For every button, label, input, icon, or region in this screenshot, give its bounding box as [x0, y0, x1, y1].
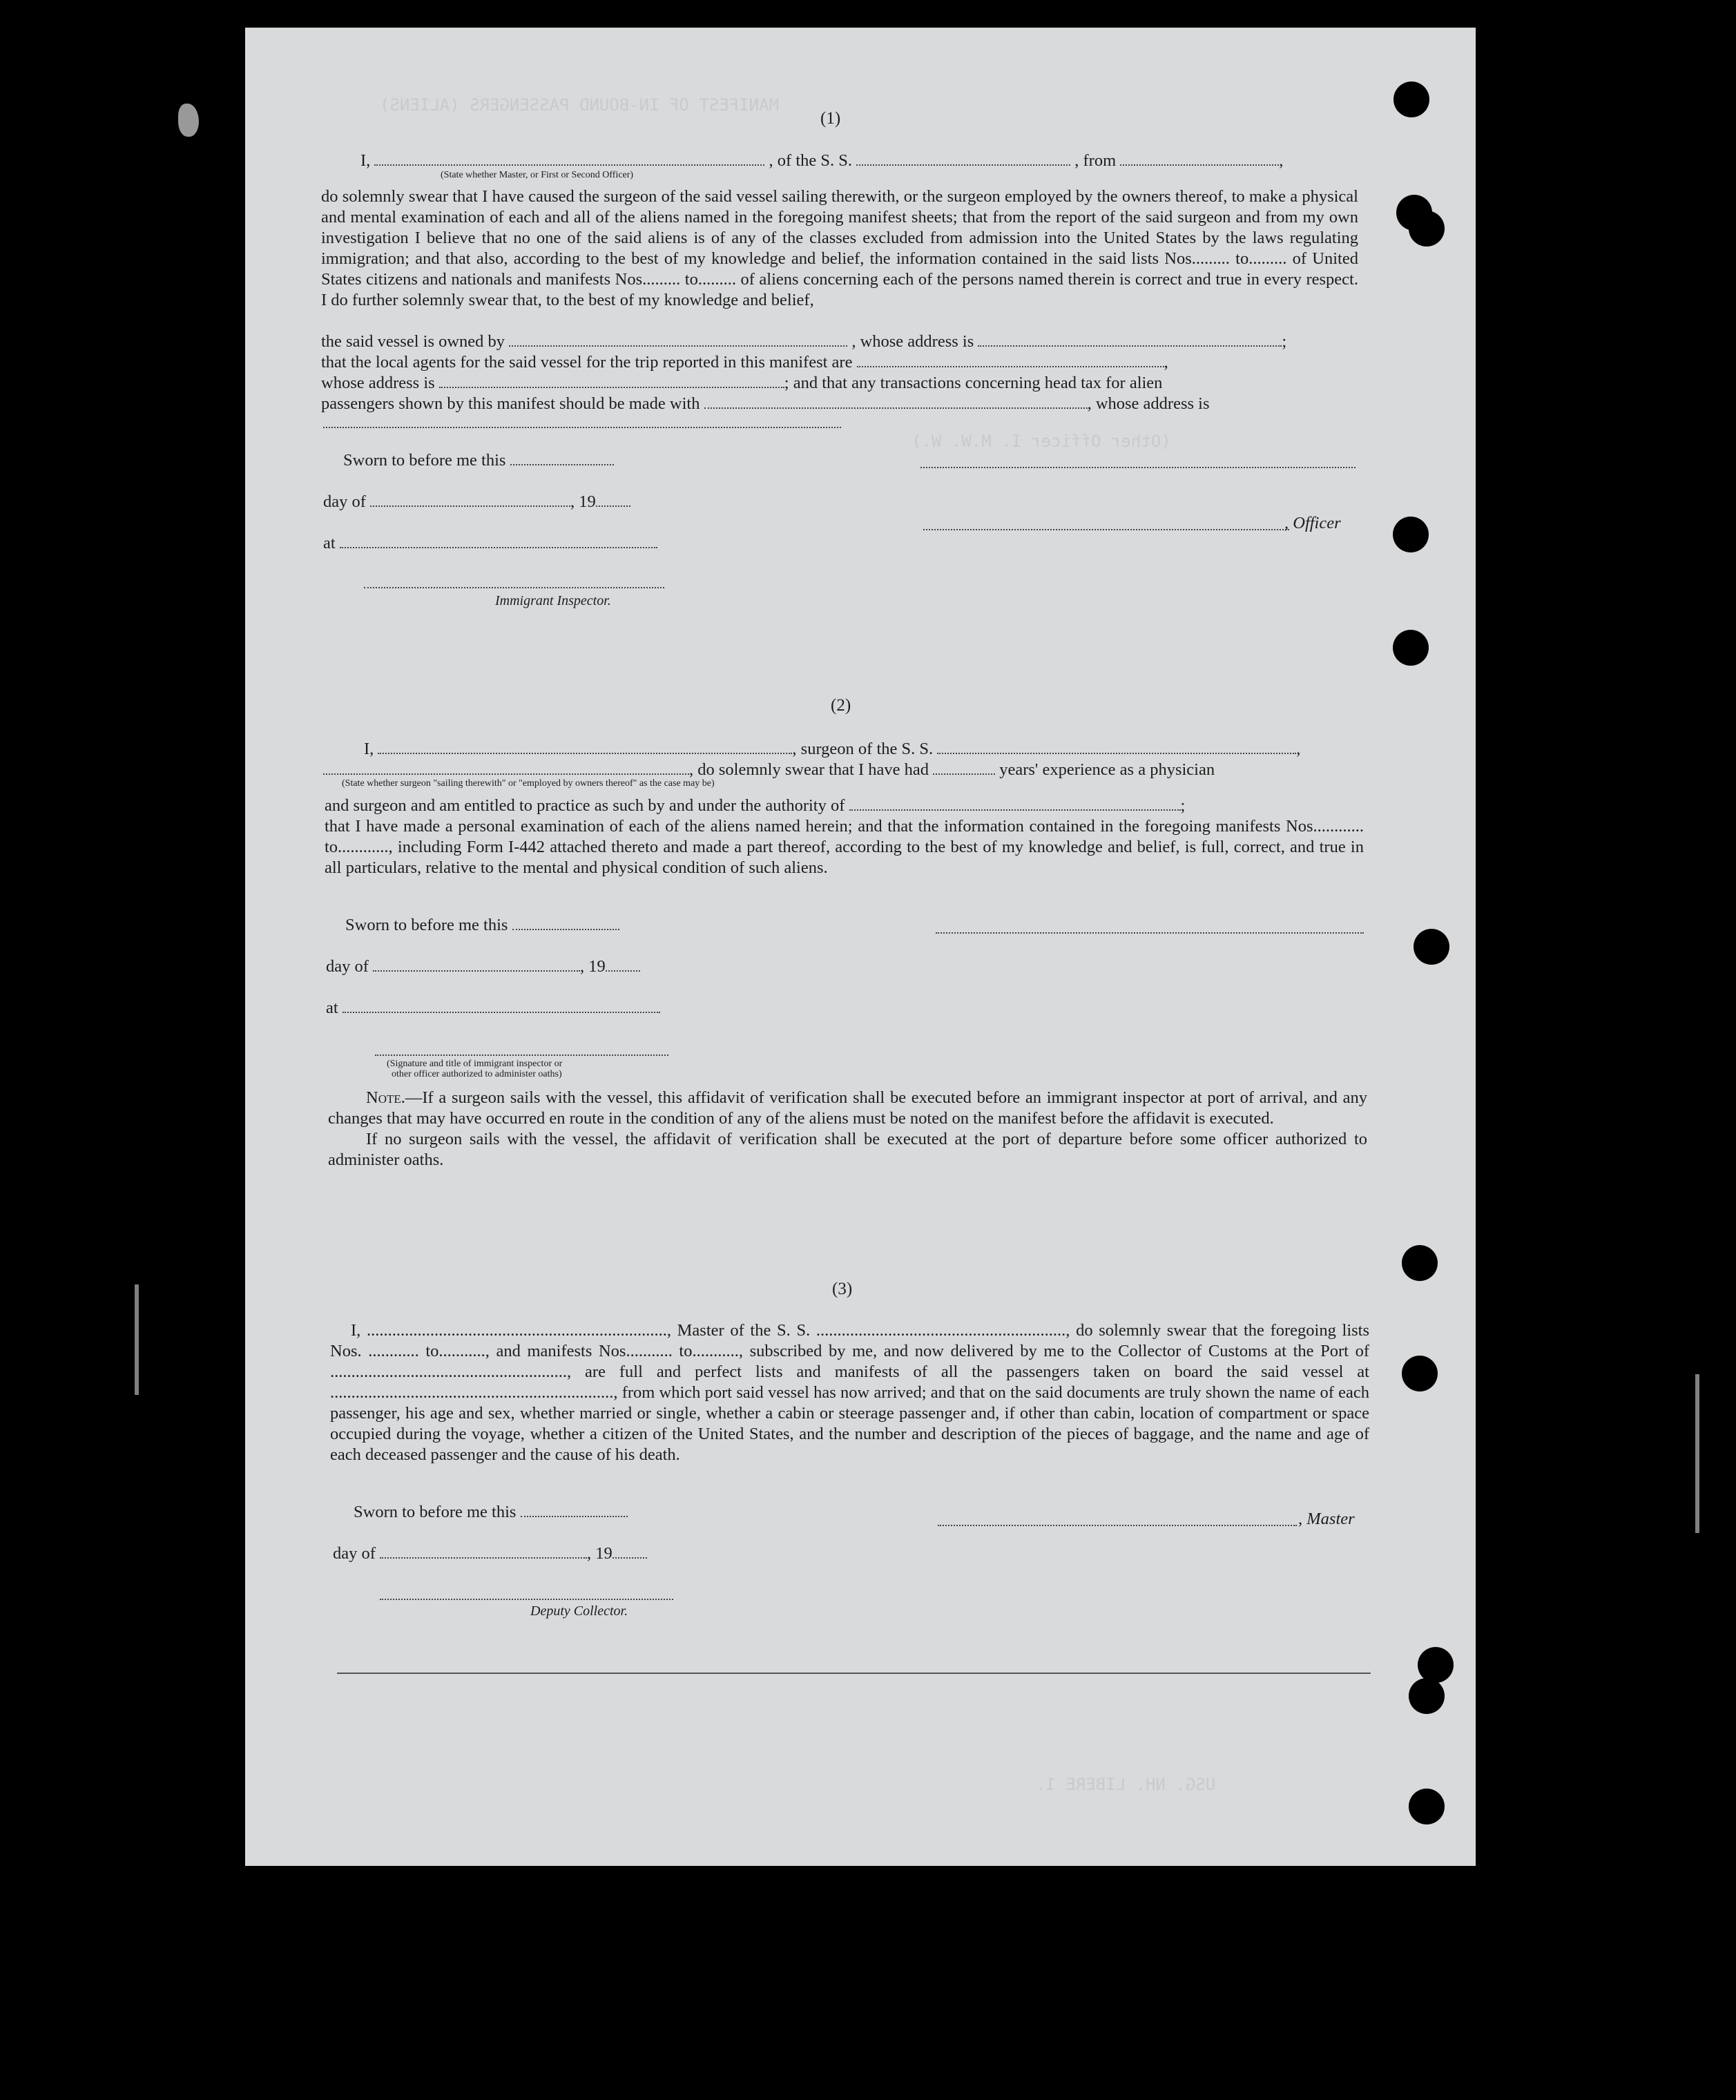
- text: I,: [364, 740, 374, 758]
- text: the said vessel is owned by: [321, 332, 505, 351]
- section-2-line-1: [364, 739, 1300, 760]
- deputy-collector-signature-field[interactable]: [380, 1599, 673, 1600]
- punch-hole: [1393, 517, 1429, 552]
- text: that the local agents for the said vessel for the trip reported in this manifest are: [321, 353, 853, 372]
- scan-artifact: [178, 104, 199, 137]
- text: , 19: [570, 492, 596, 511]
- local-agents-field[interactable]: [857, 352, 1164, 367]
- year-field[interactable]: [596, 492, 630, 507]
- text: day of: [326, 957, 369, 976]
- text: Sworn to before me this: [343, 451, 506, 470]
- note-paragraph-2: If no surgeon sails with the vessel, the affidavit of verification shall be executed at the port of departure before some officer authorized to administer oaths.: [328, 1130, 1367, 1169]
- scan-artifact: [1695, 1374, 1699, 1533]
- at-line-2: [326, 998, 660, 1019]
- sworn-day-field[interactable]: [521, 1502, 628, 1517]
- note-label: Note.: [366, 1088, 405, 1107]
- from-field[interactable]: [1120, 151, 1279, 166]
- note-text-1: —If a surgeon sails with the vessel, this affidavit of verification shall be executed before an immigrant inspector at port of arrival, and any changes that may have occurred en route in the condition of any of the aliens must be noted on the manifest before the affidavit is executed.: [328, 1088, 1367, 1128]
- text: ,: [1296, 740, 1301, 758]
- officer-signature-field[interactable]: [375, 1054, 668, 1056]
- section-3-paragraph: I, ......................................................................., Master of the S. S. ..........................................................., do solemnly swear that the foregoing lists Nos. ............ to..........., and manifests Nos........... to..........., subscribed by me, and now delivered by me to the Collector of Customs at the Port of ........................................................, are full and perfect lists and manifests of all the passengers taken on board the said vessel at ..................................................................., from which port said vessel has now arrived; and that on the said documents are truly shown the name of each passenger, his age and sex, whether married or single, whether a cabin or steerage passenger and, if other than cabin, location of compartment or space occupied during the voyage, whether a citizen of the United States, and the number and description of the pieces of baggage, and the name and age of each deceased passenger and the cause of his death.: [330, 1321, 1369, 1464]
- note-paragraph-1: [328, 1088, 1367, 1129]
- text: , whose address is: [1087, 394, 1210, 413]
- text: day of: [333, 1544, 376, 1563]
- section-3-body: [330, 1320, 1369, 1465]
- text: , 19: [587, 1544, 613, 1563]
- authority-field[interactable]: [849, 796, 1181, 811]
- owner-field[interactable]: [509, 331, 847, 347]
- head-tax-address-field[interactable]: [323, 427, 841, 428]
- section-2-line-2: [323, 760, 1215, 780]
- scan-artifact: [135, 1284, 139, 1395]
- master-signature-field[interactable]: [938, 1525, 1297, 1526]
- text: , whose address is: [851, 332, 974, 351]
- signature-hint-1: (Signature and title of immigrant inspector or: [387, 1059, 563, 1069]
- text: ,: [1279, 151, 1284, 170]
- head-tax-contact-field[interactable]: [704, 394, 1088, 409]
- text: at: [323, 534, 336, 552]
- owned-by-line: the said vessel is owned by , whose address is ;: [321, 332, 1287, 351]
- bottom-divider: [337, 1673, 1371, 1674]
- agent-address-line: [321, 373, 1162, 394]
- sworn-day-field[interactable]: [512, 915, 619, 930]
- punch-hole: [1414, 929, 1449, 965]
- punch-hole: [1409, 1678, 1445, 1714]
- inspector-signature-field[interactable]: [364, 587, 664, 588]
- punch-hole: [1409, 1789, 1445, 1824]
- master-label: , Master: [1298, 1510, 1355, 1528]
- immigrant-inspector-label: Immigrant Inspector.: [495, 593, 611, 608]
- section-2-body: [325, 816, 1364, 878]
- officer-hint: (State whether Master, or First or Second Officer): [441, 170, 634, 180]
- officer-field[interactable]: [374, 151, 764, 166]
- text: at: [326, 999, 338, 1017]
- month-field[interactable]: [373, 956, 580, 972]
- officer-label: , Officer: [1284, 514, 1341, 532]
- text: , do solemnly swear that I have had: [689, 760, 929, 779]
- month-field[interactable]: [380, 1543, 587, 1559]
- owner-address-field[interactable]: [978, 331, 1282, 347]
- section-2-paragraph: that I have made a personal examination of each of the aliens named herein; and that the information contained in the foregoing manifests Nos............ to............, including Form I-442 attached thereto and made a part thereof, according to the best of my knowledge and belief, is full, correct, and true in all particulars, relative to the mental and physical condition of such aliens.: [325, 817, 1364, 877]
- text: day of: [323, 492, 366, 511]
- sworn-line-3: [354, 1502, 628, 1523]
- day-of-line-3: [333, 1543, 647, 1564]
- surgeon-signature-field[interactable]: [936, 932, 1364, 934]
- text: and surgeon and am entitled to practice as such by and under the authority of: [325, 796, 845, 815]
- day-of-line-1: [323, 492, 630, 512]
- punch-hole: [1393, 630, 1429, 666]
- punch-hole: [1418, 1647, 1454, 1683]
- text: whose address is: [321, 374, 435, 392]
- text: I,: [360, 151, 371, 170]
- officer-extra-field[interactable]: [920, 467, 1356, 468]
- authority-line: and surgeon and am entitled to practice as such by and under the authority of ;: [325, 796, 1186, 815]
- punch-hole: [1402, 1245, 1438, 1281]
- section-2-number: (2): [831, 696, 851, 715]
- text: , surgeon of the S. S.: [792, 740, 934, 758]
- year-field[interactable]: [606, 956, 640, 972]
- sworn-day-field[interactable]: [510, 450, 614, 465]
- at-line-1: [323, 533, 657, 554]
- place-field[interactable]: [343, 998, 660, 1013]
- text: Sworn to before me this: [345, 916, 508, 934]
- deputy-collector-label: Deputy Collector.: [530, 1603, 628, 1619]
- section-3-number: (3): [832, 1280, 853, 1298]
- day-of-line-2: [326, 956, 640, 977]
- ship-name-field[interactable]: [937, 739, 1296, 754]
- text: , from: [1074, 151, 1117, 170]
- bleed-through: (Other Officer I. M.W. W.): [912, 432, 1171, 451]
- sworn-line-2: [345, 915, 619, 936]
- local-agents-line: that the local agents for the said vessel for the trip reported in this manifest are ,: [321, 353, 1168, 372]
- text: ; and that any transactions concerning head tax for alien: [784, 374, 1163, 392]
- years-field[interactable]: [933, 760, 995, 775]
- section-1-paragraph: do solemnly swear that I have caused the surgeon of the said vessel sailing therewith, or the surgeon employed by the owners thereof, to make a physical and mental examination of each and all of the aliens named in the foregoing manifest sheets; that from the report of the said surgeon and from my own investigation I believe that no one of the said aliens is of any of the classes excluded from admission into the United States by the laws regulating immigration; and that also, according to the best of my knowledge and belief, the information contained in the said lists Nos......... to......... of United States citizens and nationals and manifests Nos......... to......... of aliens concerning each of the persons named therein is correct and true in every respect. I do further solemnly swear that, to the best of my knowledge and belief,: [321, 187, 1358, 309]
- text: years' experience as a physician: [999, 760, 1215, 779]
- text: , of the S. S.: [769, 151, 853, 170]
- section-1-body: [321, 186, 1358, 311]
- section-1-line-1: [360, 151, 1283, 171]
- text: passengers shown by this manifest should be made with: [321, 394, 700, 413]
- punch-hole: [1393, 81, 1429, 117]
- bleed-through: MANIFEST OF IN-BOUND PASSENGERS (ALIENS): [380, 95, 779, 115]
- agent-address-field[interactable]: [439, 373, 784, 388]
- text: , 19: [580, 957, 606, 976]
- surgeon-hint: (State whether surgeon "sailing therewith" or "employed by owners thereof" as the case may be): [342, 778, 715, 789]
- section-1-number: (1): [820, 109, 841, 128]
- month-field[interactable]: [370, 492, 570, 507]
- surgeon-name-field[interactable]: [378, 739, 792, 754]
- bleed-through: USG. NH. LIBERE 1.: [1036, 1775, 1216, 1794]
- head-tax-line: [321, 394, 1210, 414]
- text: Sworn to before me this: [354, 1503, 517, 1521]
- year-field[interactable]: [613, 1543, 647, 1559]
- punch-hole: [1402, 1356, 1438, 1391]
- place-field[interactable]: [340, 533, 657, 548]
- section-2-note: [328, 1088, 1367, 1171]
- ship-name-field[interactable]: [856, 151, 1070, 166]
- sworn-line-1: [343, 450, 614, 471]
- officer-signature-field[interactable]: [923, 529, 1289, 530]
- surgeon-status-field[interactable]: [323, 760, 689, 775]
- punch-hole: [1409, 211, 1445, 247]
- signature-hint-2: other officer authorized to administer oaths): [392, 1069, 562, 1079]
